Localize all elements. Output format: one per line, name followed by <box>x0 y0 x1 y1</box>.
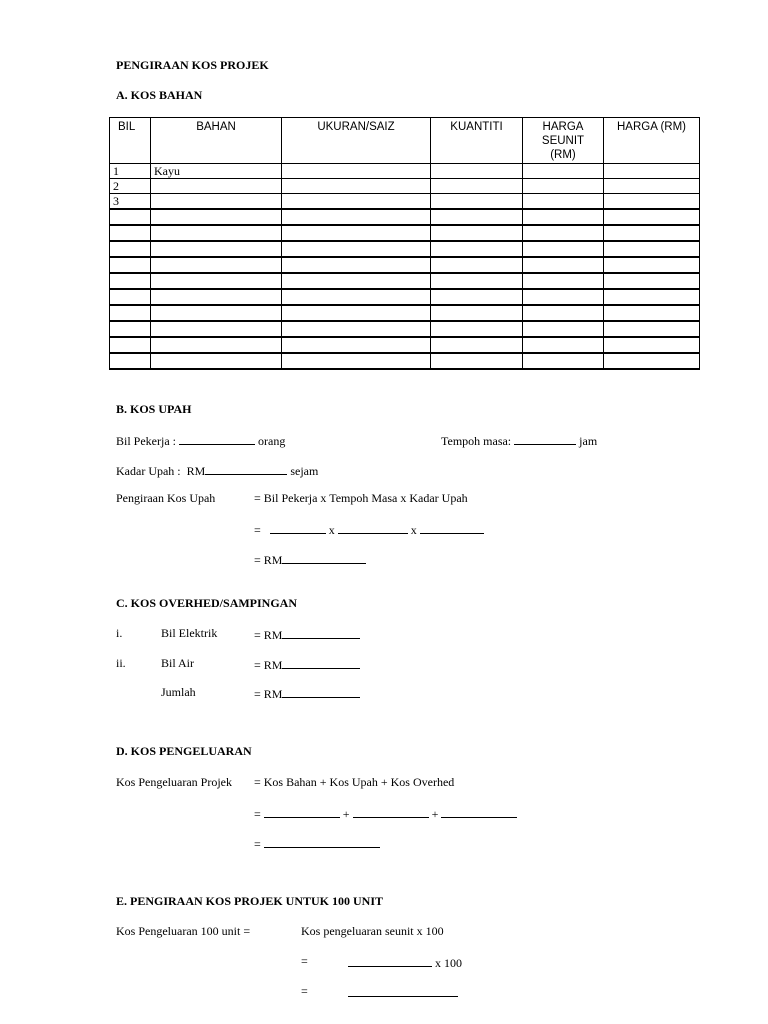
table-cell[interactable] <box>604 321 700 337</box>
times-100: x 100 <box>435 956 462 970</box>
overhed-item-value-row <box>254 685 360 701</box>
section-c-heading: C. KOS OVERHED/SAMPINGAN <box>116 596 298 610</box>
overhed-item-label: Jumlah <box>161 685 196 699</box>
table-cell[interactable] <box>523 289 604 305</box>
blank-kos-seunit[interactable] <box>348 954 432 967</box>
table-cell[interactable] <box>110 209 151 225</box>
table-cell[interactable] <box>110 337 151 353</box>
table-cell[interactable] <box>151 337 282 353</box>
table-cell[interactable] <box>523 257 604 273</box>
table-row <box>110 321 700 337</box>
tempoh-label: Tempoh masa: <box>441 434 512 448</box>
eq-sign: = <box>254 837 261 851</box>
plus-sign: + <box>431 807 439 821</box>
table-cell[interactable] <box>151 209 282 225</box>
table-cell[interactable] <box>523 179 604 194</box>
column-header-ukuran: UKURAN/SAIZ <box>282 118 431 164</box>
table-cell[interactable] <box>523 241 604 257</box>
table-cell[interactable] <box>282 289 431 305</box>
table-cell[interactable] <box>523 164 604 179</box>
table-cell[interactable] <box>282 164 431 179</box>
kadar-upah-row <box>116 462 318 478</box>
kos-pengeluaran-result-row <box>254 835 380 851</box>
section-b-heading: B. KOS UPAH <box>116 402 192 416</box>
table-cell[interactable] <box>604 273 700 289</box>
tempoh-blank[interactable] <box>514 432 576 445</box>
kos-bahan-table <box>109 117 700 370</box>
table-cell[interactable] <box>523 305 604 321</box>
table-cell[interactable] <box>431 289 523 305</box>
blank-bil-pekerja[interactable] <box>270 521 326 534</box>
table-cell[interactable] <box>151 241 282 257</box>
table-cell[interactable] <box>523 337 604 353</box>
table-row <box>110 337 700 353</box>
table-cell[interactable] <box>110 241 151 257</box>
table-cell[interactable] <box>151 289 282 305</box>
overhed-item-value: = RM <box>254 628 283 642</box>
kadar-upah-unit: sejam <box>290 464 319 478</box>
section-d-heading: D. KOS PENGELUARAN <box>116 744 252 758</box>
table-cell[interactable] <box>151 225 282 241</box>
table-cell[interactable]: 2 <box>110 179 151 194</box>
column-header-bil: BIL <box>110 118 151 164</box>
table-row <box>110 241 700 257</box>
harga-seunit-line-2: SEUNIT <box>541 135 585 147</box>
kos-pengeluaran-result-blank[interactable] <box>264 835 380 848</box>
table-cell[interactable] <box>110 353 151 369</box>
table-cell[interactable] <box>523 321 604 337</box>
table-cell[interactable]: 1 <box>110 164 151 179</box>
table-cell[interactable] <box>431 337 523 353</box>
eq-sign: = <box>254 807 261 821</box>
column-header-kuantiti: KUANTITI <box>431 118 523 164</box>
table-header-row <box>110 118 700 164</box>
blank-kos-upah[interactable] <box>353 805 429 818</box>
table-cell[interactable] <box>604 194 700 210</box>
table-cell[interactable] <box>523 209 604 225</box>
table-row <box>110 194 700 210</box>
overhed-item-num: i. <box>116 626 123 640</box>
kos-100-unit-result-blank[interactable] <box>348 984 458 997</box>
table-cell[interactable] <box>110 257 151 273</box>
table-cell[interactable] <box>282 321 431 337</box>
column-header-harga: HARGA (RM) <box>604 118 700 164</box>
table-cell[interactable] <box>282 353 431 369</box>
pengiraan-kos-upah-label: Pengiraan Kos Upah <box>116 491 216 505</box>
table-cell[interactable] <box>604 241 700 257</box>
bil-elektrik-blank[interactable] <box>282 626 360 639</box>
kos-upah-result-blank[interactable] <box>282 551 366 564</box>
tempoh-row <box>441 432 597 448</box>
table-cell[interactable] <box>110 273 151 289</box>
table-cell[interactable] <box>151 353 282 369</box>
kos-100-unit-formula: Kos pengeluaran seunit x 100 <box>301 924 444 938</box>
table-cell[interactable] <box>604 337 700 353</box>
kos-pengeluaran-formula: = Kos Bahan + Kos Upah + Kos Overhed <box>254 775 455 789</box>
table-cell[interactable] <box>431 164 523 179</box>
table-cell[interactable] <box>282 209 431 225</box>
table-cell[interactable] <box>110 225 151 241</box>
bil-pekerja-unit: orang <box>258 434 286 448</box>
bil-pekerja-row <box>116 432 285 448</box>
table-cell[interactable] <box>431 321 523 337</box>
kadar-upah-label: Kadar Upah : <box>116 464 181 478</box>
table-cell[interactable] <box>431 194 523 210</box>
harga-seunit-line-3: (RM) <box>550 149 576 161</box>
table-cell[interactable] <box>604 353 700 369</box>
table-cell[interactable] <box>523 273 604 289</box>
kadar-upah-blank[interactable] <box>205 462 287 475</box>
table-cell[interactable] <box>151 321 282 337</box>
table-cell[interactable] <box>431 225 523 241</box>
table-cell[interactable] <box>151 179 282 194</box>
table-cell[interactable] <box>523 225 604 241</box>
table-cell[interactable] <box>604 225 700 241</box>
kos-100-unit-result-row <box>348 984 458 1000</box>
blank-kos-overhed[interactable] <box>441 805 517 818</box>
eq-sign: = <box>254 523 261 537</box>
table-cell[interactable] <box>282 179 431 194</box>
table-cell[interactable] <box>151 305 282 321</box>
table-row <box>110 305 700 321</box>
table-cell[interactable] <box>282 257 431 273</box>
eq-sign: = <box>301 984 308 998</box>
table-row <box>110 257 700 273</box>
blank-tempoh[interactable] <box>338 521 408 534</box>
overhed-item-value: = RM <box>254 658 283 672</box>
plus-sign: + <box>342 807 350 821</box>
kos-pengeluaran-calc-row <box>254 805 517 821</box>
table-row <box>110 273 700 289</box>
table-cell[interactable] <box>523 194 604 210</box>
times-sign: x <box>410 523 417 537</box>
table-row <box>110 225 700 241</box>
table-cell[interactable]: 3 <box>110 194 151 210</box>
overhed-item-value-row <box>254 626 360 642</box>
table-cell[interactable] <box>282 241 431 257</box>
overhed-item-value-row <box>254 656 360 672</box>
table-cell[interactable] <box>431 353 523 369</box>
kadar-upah-prefix: RM <box>186 464 206 478</box>
pengiraan-kos-upah-formula: = Bil Pekerja x Tempoh Masa x Kadar Upah <box>254 491 468 505</box>
table-cell[interactable] <box>523 353 604 369</box>
table-cell[interactable] <box>282 194 431 210</box>
kos-100-unit-calc-row <box>348 954 462 970</box>
column-header-bahan: BAHAN <box>151 118 282 164</box>
bil-pekerja-blank[interactable] <box>179 432 255 445</box>
times-sign: x <box>328 523 335 537</box>
table-cell[interactable] <box>282 337 431 353</box>
table-cell[interactable] <box>604 257 700 273</box>
table-cell[interactable] <box>604 289 700 305</box>
page-title: PENGIRAAN KOS PROJEK <box>116 58 269 72</box>
table-row <box>110 289 700 305</box>
table-cell[interactable] <box>282 225 431 241</box>
table-row <box>110 209 700 225</box>
table-cell[interactable] <box>431 257 523 273</box>
bil-pekerja-label: Bil Pekerja : <box>116 434 176 448</box>
kos-upah-result-prefix: = RM <box>254 553 283 567</box>
overhed-item-num: ii. <box>116 656 126 670</box>
column-header-harga-seunit <box>523 118 604 164</box>
table-cell[interactable] <box>151 257 282 273</box>
table-cell[interactable] <box>604 305 700 321</box>
table-cell[interactable] <box>110 305 151 321</box>
table-row <box>110 353 700 369</box>
kos-100-unit-label: Kos Pengeluaran 100 unit = <box>116 924 251 938</box>
table-cell[interactable] <box>282 305 431 321</box>
table-cell[interactable] <box>151 273 282 289</box>
section-a-heading: A. KOS BAHAN <box>116 88 203 102</box>
blank-kos-bahan[interactable] <box>264 805 340 818</box>
table-cell[interactable] <box>431 305 523 321</box>
table-cell[interactable] <box>110 289 151 305</box>
kos-pengeluaran-label: Kos Pengeluaran Projek <box>116 775 232 789</box>
table-cell[interactable]: Kayu <box>151 164 282 179</box>
table-row <box>110 179 700 194</box>
harga-seunit-line-1: HARGA <box>542 121 584 133</box>
tempoh-unit: jam <box>579 434 598 448</box>
table-cell[interactable] <box>431 209 523 225</box>
section-e-heading: E. PENGIRAAN KOS PROJEK UNTUK 100 UNIT <box>116 894 384 908</box>
overhed-item-value: = RM <box>254 687 283 701</box>
table-row <box>110 164 700 179</box>
table-cell[interactable] <box>604 164 700 179</box>
table-cell[interactable] <box>431 241 523 257</box>
table-cell[interactable] <box>604 209 700 225</box>
bil-air-blank[interactable] <box>282 656 360 669</box>
jumlah-blank[interactable] <box>282 685 360 698</box>
overhed-item-label: Bil Air <box>161 656 195 670</box>
overhed-item-label: Bil Elektrik <box>161 626 218 640</box>
table-cell[interactable] <box>431 273 523 289</box>
table-cell[interactable] <box>604 179 700 194</box>
table-cell[interactable] <box>151 194 282 210</box>
table-cell[interactable] <box>431 179 523 194</box>
kos-upah-result-row <box>254 551 366 567</box>
blank-kadar[interactable] <box>420 521 484 534</box>
eq-sign: = <box>301 954 308 968</box>
kos-upah-calc-row <box>254 521 484 537</box>
table-cell[interactable] <box>282 273 431 289</box>
table-cell[interactable] <box>110 321 151 337</box>
